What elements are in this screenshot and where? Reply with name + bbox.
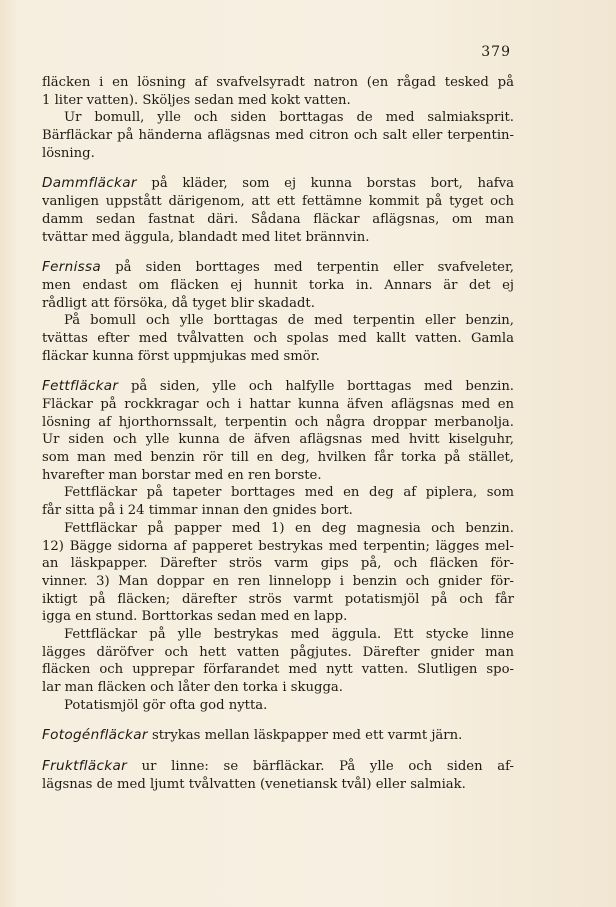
line-text: lösning af hjorthornssalt, terpentin och några droppar merbanolja. (42, 414, 514, 430)
line-text: tvättar med äggula, blandadt med litet brännvin. (42, 229, 370, 245)
text-line (42, 277, 514, 295)
line-text: lägges däröfver och hett vatten pågjutes. Därefter gnider man (42, 644, 514, 660)
text-line (42, 348, 514, 366)
text-line (42, 396, 514, 414)
paragraph (42, 175, 514, 246)
entry-heading: Fruktfläckar (42, 758, 127, 775)
line-text: fläcken i en lösning af svafvelsyradt natron (en rågad tesked på (42, 75, 514, 90)
paragraph (42, 484, 514, 519)
text-line (42, 92, 514, 110)
paragraph (42, 312, 514, 365)
text-line (42, 573, 514, 591)
entry-heading: Fotogénfläckar (42, 727, 148, 744)
line-text: lar man fläcken och låter den torka i skugga. (42, 680, 343, 695)
entry-heading: Fernissa (42, 259, 102, 276)
text-line (42, 330, 514, 348)
text-line (42, 74, 514, 92)
text-line (42, 697, 514, 715)
paragraph-gap (42, 246, 514, 259)
text-line (42, 211, 514, 229)
text-line (42, 758, 514, 776)
line-text: Bärfläckar på händerna aflägsnas med citron och salt eller terpentin- (42, 128, 514, 144)
text-line (42, 378, 514, 396)
line-text: ur linne: se bärfläckar. På ylle och siden af- (126, 759, 514, 775)
paragraph (42, 758, 514, 793)
line-text: Fettfläckar på papper med 1) en deg magnesia och benzin. (64, 520, 514, 536)
entry-heading: Dammfläckar (42, 175, 137, 192)
line-text: 1 liter vatten). Sköljes sedan med kokt vatten. (42, 92, 351, 108)
line-text: Fettfläckar på ylle bestrykas med äggula. Ett stycke linne (64, 626, 514, 642)
line-text: igga en stund. Borttorkas sedan med en lapp. (42, 609, 348, 625)
line-text: fläcken och upprepar förfarandet med nytt vatten. Slutligen spo- (42, 662, 514, 678)
text-line (42, 175, 514, 193)
line-text: fläckar kunna först uppmjukas med smör. (42, 348, 320, 364)
text-line (42, 727, 514, 745)
paragraph-gap (42, 365, 514, 378)
paragraph (42, 626, 514, 697)
line-text: rådligt att försöka, då tyget blir skadadt. (42, 295, 315, 311)
text-line (42, 229, 514, 247)
line-text: 12) Bägge sidorna af papperet bestrykas med terpentin; lägges mel- (42, 538, 514, 554)
line-text: Fläckar på rockkragar och i hattar kunna äfven aflägsnas med en (42, 397, 514, 412)
paragraph (42, 378, 514, 484)
text-line (42, 145, 514, 163)
text-line (42, 193, 514, 211)
text-line (42, 538, 514, 556)
line-text: Ur bomull, ylle och siden borttagas de med salmiaksprit. (64, 110, 514, 126)
line-text: an läskpapper. Därefter strös varm gips på, och fläcken för- (42, 556, 514, 572)
line-text: vanligen uppstått därigenom, att ett fettämne kommit på tyget och (42, 194, 514, 210)
text-line (42, 127, 514, 145)
line-text: på kläder, som ej kunna borstas bort, hafva (136, 176, 514, 192)
line-text: på siden, ylle och halfylle borttagas med benzin. (118, 379, 514, 395)
line-text: vinner. 3) Man doppar en ren linnelopp i benzin och gnider för- (42, 573, 514, 589)
text-line (42, 109, 514, 127)
paragraph (42, 259, 514, 312)
line-text: Ur siden och ylle kunna de äfven aflägsnas med hvitt kiselguhr, (42, 432, 514, 448)
text-line (42, 679, 514, 697)
text-line (42, 776, 514, 794)
line-text: Potatismjöl gör ofta god nytta. (64, 697, 268, 713)
line-text: strykas mellan läskpapper med ett varmt järn. (147, 728, 463, 744)
line-text: lösning. (42, 145, 95, 161)
text-line (42, 555, 514, 573)
line-text: får sitta på i 24 timmar innan den gnides bort. (42, 503, 353, 519)
paragraph-gap (42, 745, 514, 758)
line-text: damm sedan fastnat däri. Sådana fläckar aflägsnas, om man (42, 211, 514, 227)
text-line (42, 484, 514, 502)
text-line (42, 467, 514, 485)
line-text: som man med benzin rör till en deg, hvilken får torka på stället, (42, 450, 514, 466)
paragraph (42, 127, 514, 162)
line-text: hvarefter man borstar med en ren borste. (42, 467, 322, 483)
line-text: tvättas efter med tvålvatten och spolas med kallt vatten. Gamla (42, 330, 514, 346)
text-line (42, 259, 514, 277)
paragraph (42, 697, 514, 715)
text-line (42, 502, 514, 520)
text-line (42, 644, 514, 662)
text-line (42, 449, 514, 467)
line-text: men endast om fläcken ej hunnit torka in. Annars är det ej (42, 277, 514, 293)
paragraph-gap (42, 714, 514, 727)
text-line (42, 626, 514, 644)
line-text: iktigt på fläcken; därefter strös varmt potatismjöl på och får (42, 591, 514, 607)
entry-heading: Fettfläckar (42, 378, 119, 395)
text-line (42, 520, 514, 538)
line-text: på siden borttages med terpentin eller svafveleter, (101, 260, 514, 276)
line-text: På bomull och ylle borttagas de med terpentin eller benzin, (64, 313, 514, 329)
page-number: 379 (481, 44, 511, 60)
body-text (42, 74, 514, 793)
text-line (42, 661, 514, 679)
text-line (42, 312, 514, 330)
text-line (42, 414, 514, 432)
paragraph (42, 520, 514, 626)
text-line (42, 295, 514, 313)
paragraph (42, 727, 514, 745)
text-line (42, 591, 514, 609)
line-text: Fettfläckar på tapeter borttages med en deg af piplera, som (64, 485, 514, 501)
text-line (42, 608, 514, 626)
text-line (42, 431, 514, 449)
paragraph (42, 74, 514, 109)
paragraph (42, 109, 514, 127)
paragraph-gap (42, 162, 514, 175)
line-text: lägsnas de med ljumt tvålvatten (venetiansk tvål) eller salmiak. (42, 776, 466, 792)
